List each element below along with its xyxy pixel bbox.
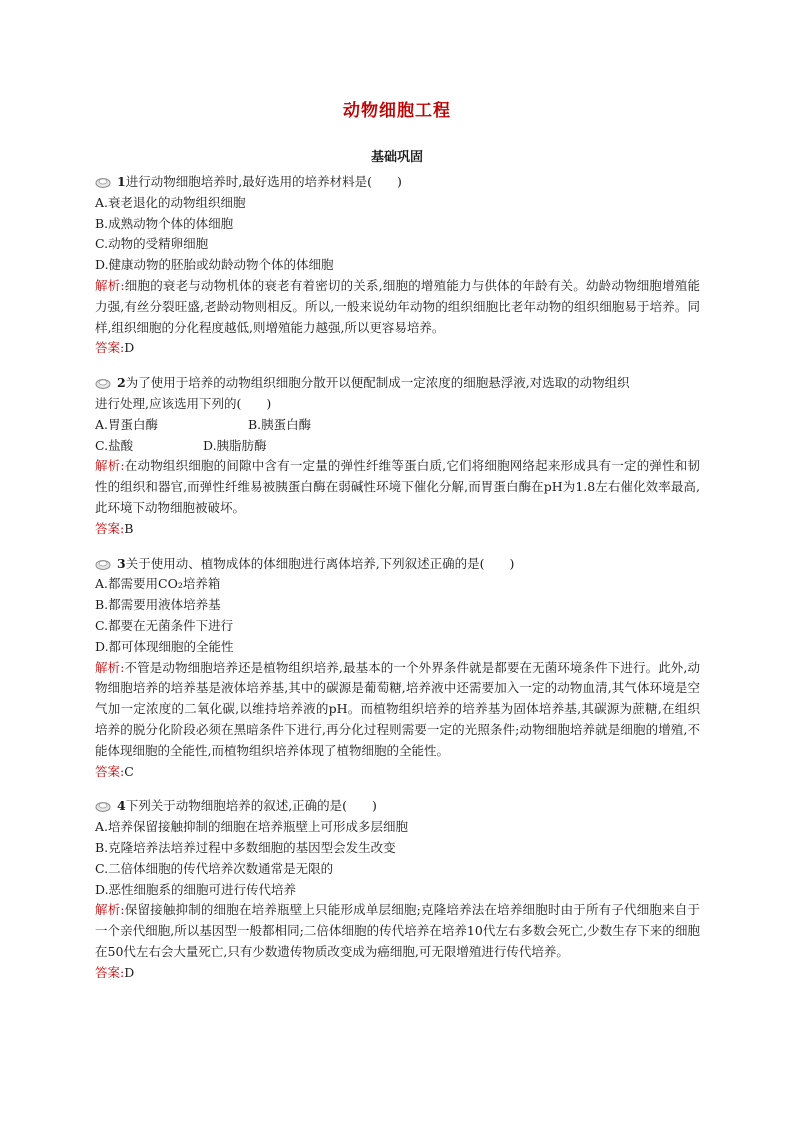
- question-2: [95, 373, 700, 539]
- question-text-continued: 进行处理,应该选用下列的( ): [95, 395, 272, 411]
- question-number: 4: [117, 798, 126, 814]
- answer: [95, 762, 700, 783]
- question-marker-icon: [95, 376, 114, 389]
- question-stem: [95, 172, 700, 193]
- option-d: D.都可体现细胞的全能性: [95, 638, 234, 654]
- question-text: 为了使用于培养的动物组织细胞分散开以便配制成一定浓度的细胞悬浮液,对选取的动物组织: [125, 375, 630, 391]
- explanation-label: 解析:: [95, 458, 125, 474]
- question-marker-icon: [95, 557, 114, 570]
- page-title: 动物细胞工程: [343, 101, 451, 121]
- explanation-text: 在动物组织细胞的间隙中含有一定量的弹性纤维等蛋白质,它们将细胞网络起来形成具有一定的弹性和韧性的组织和器官,而弹性纤维易被胰蛋白酶在弱碱性环境下催化分解,而胃蛋白酶在pH为1.8左右催化效率最高,此环境下动物细胞被破坏。: [95, 458, 700, 515]
- option-c: C.动物的受精卵细胞: [95, 236, 209, 252]
- answer: [95, 519, 700, 540]
- answer: [95, 963, 700, 984]
- answer-label: 答案:: [95, 340, 125, 356]
- question-marker-icon: [95, 799, 114, 812]
- question-1: [95, 172, 700, 359]
- answer-label: 答案:: [95, 964, 125, 980]
- option-row: [95, 415, 700, 436]
- explanation: [95, 276, 700, 338]
- answer-value: B: [124, 520, 134, 536]
- option-c: C.盐酸: [95, 437, 134, 453]
- option-b: B.克隆培养法培养过程中多数细胞的基因型会发生改变: [95, 839, 396, 855]
- question-number: 1: [117, 174, 126, 189]
- answer-value: C: [124, 763, 134, 779]
- question-number: 2: [117, 375, 126, 391]
- explanation-text: 细胞的衰老与动物机体的衰老有着密切的关系,细胞的增殖能力与供体的年龄有关。幼龄动物细胞增殖能力强,有丝分裂旺盛,老龄动物则相反。所以,一般来说幼年动物的组织细胞比老年动物的组织细胞易于培养。同样,组织细胞的分化程度越低,则增殖能力越强,所以更容易培养。: [95, 277, 700, 335]
- option-row: [95, 436, 700, 457]
- question-stem: [95, 373, 700, 394]
- explanation: [95, 456, 700, 518]
- question-text: 关于使用动、植物成体的体细胞进行离体培养,下列叙述正确的是( ): [125, 555, 515, 571]
- question-list: [95, 172, 700, 997]
- explanation-label: 解析:: [95, 902, 125, 918]
- answer: [95, 338, 700, 359]
- option-d: D.恶性细胞系的细胞可进行传代培养: [95, 881, 297, 897]
- option-a: A.衰老退化的动物组织细胞: [95, 194, 246, 210]
- option-c: C.都要在无菌条件下进行: [95, 617, 234, 633]
- option-a: A.都需要用CO₂培养箱: [95, 576, 221, 592]
- option-d: D.胰脂肪酶: [203, 437, 267, 453]
- explanation-text: 不管是动物细胞培养还是植物组织培养,最基本的一个外界条件就是都要在无菌环境条件下进行。此外,动物细胞培养的培养基是液体培养基,其中的碳源是葡萄糖,培养液中还需要加入一定的动物血清,其气体环境是空气加一定浓度的二氧化碳,以维持培养液的pH。而植物组织培养的培养基为固体培养基,其碳源为蔗糖,在组织培养的脱分化阶段必须在黑暗条件下进行,再分化过程则需要一定的光照条件;动物细胞培养就是细胞的增殖,不能体现细胞的全能性,而植物组织培养体现了植物细胞的全能性。: [95, 659, 700, 758]
- option-b: B.胰蛋白酶: [248, 416, 312, 432]
- explanation-text: 保留接触抑制的细胞在培养瓶壁上只能形成单层细胞;克隆培养法在培养细胞时由于所有子代细胞来自于一个亲代细胞,所以基因型一般都相同;二倍体细胞的传代培养在培养10代左右多数会死亡,少数生存下来的细胞在50代左右会大量死亡,只有少数遗传物质改变成为癌细胞,可无限增殖进行传代培养。: [95, 902, 700, 959]
- answer-value: D: [124, 340, 135, 356]
- question-text: 进行动物细胞培养时,最好选用的培养材料是( ): [125, 174, 402, 189]
- question-text: 下列关于动物细胞培养的叙述,正确的是( ): [125, 798, 377, 814]
- answer-label: 答案:: [95, 520, 125, 536]
- question-stem: [95, 796, 700, 817]
- option-a: A.培养保留接触抑制的细胞在培养瓶壁上可形成多层细胞: [95, 819, 409, 835]
- question-marker-icon: [95, 175, 114, 188]
- section-heading: 基础巩固: [370, 150, 423, 165]
- question-3: [95, 554, 700, 783]
- answer-value: D: [124, 964, 135, 980]
- question-stem: [95, 554, 700, 575]
- answer-label: 答案:: [95, 763, 125, 779]
- option-b: B.都需要用液体培养基: [95, 597, 221, 613]
- explanation-label: 解析:: [95, 659, 125, 675]
- option-c: C.二倍体细胞的传代培养次数通常是无限的: [95, 860, 334, 876]
- explanation: [95, 900, 700, 962]
- option-b: B.成熟动物个体的体细胞: [95, 215, 234, 231]
- question-number: 3: [117, 555, 126, 571]
- question-4: [95, 796, 700, 983]
- option-a: A.胃蛋白酶: [95, 416, 159, 432]
- explanation: [95, 658, 700, 762]
- option-d: D.健康动物的胚胎或幼龄动物个体的体细胞: [95, 257, 334, 273]
- explanation-label: 解析:: [95, 277, 125, 293]
